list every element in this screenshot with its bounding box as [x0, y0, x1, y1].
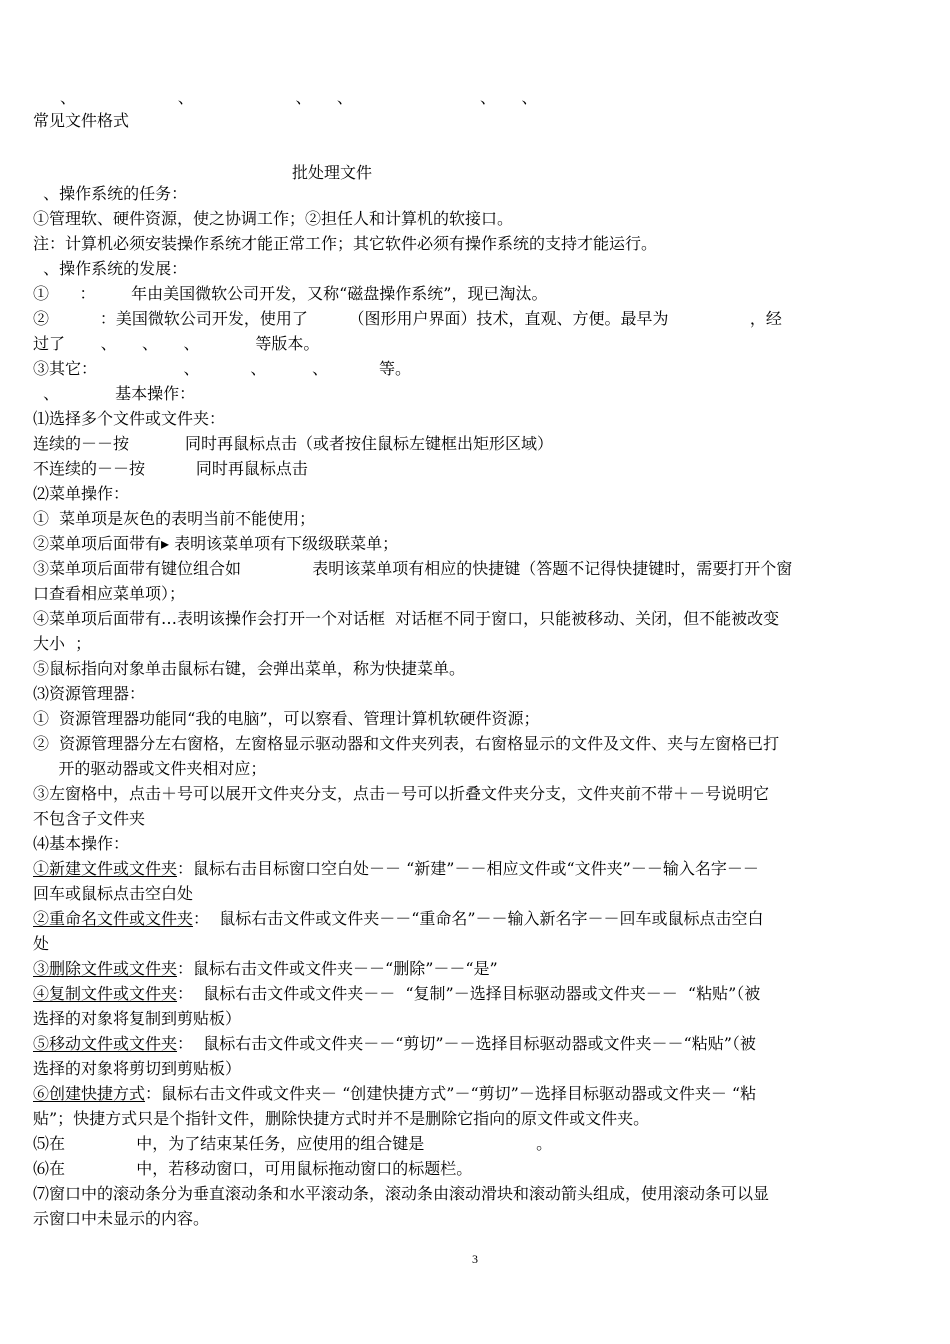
heading-batch-files: 批处理文件 — [292, 163, 373, 182]
operation-title: ⑤移动文件或文件夹 — [33, 1034, 178, 1053]
operation-description: ：鼠标右击文件或文件夹－－“删除”－－“是” — [177, 959, 498, 978]
body-line: 、操作系统的任务： — [33, 184, 188, 203]
operation-description: 回车或鼠标点击空白处 — [33, 884, 194, 903]
tail-line: ⑹在 中，若移动窗口，可用鼠标拖动窗口的标题栏。 — [33, 1159, 473, 1178]
operation-line — [33, 859, 923, 879]
body-line: 口查看相应菜单项）； — [33, 584, 186, 603]
operation-description: ： 鼠标右击文件或文件夹－－ “复制”－选择目标驱动器或文件夹－－ “粘贴”（被 — [177, 984, 761, 1003]
operation-description: 选择的对象将剪切到剪贴板） — [33, 1059, 242, 1078]
body-line: ② 资源管理器分左右窗格，左窗格显示驱动器和文件夹列表，右窗格显示的文件及文件、夹与左窗格已打 — [33, 734, 780, 753]
body-line: 、 基本操作： — [33, 384, 196, 403]
body-line: 连续的－－按 同时再鼠标点击（或者按住鼠标左键框出矩形区域） — [33, 434, 553, 453]
operation-line — [33, 1009, 923, 1029]
body-line: ⑤鼠标指向对象单击鼠标右键，会弹出菜单，称为快捷菜单。 — [33, 659, 466, 678]
body-line: 大小 ； — [33, 634, 92, 653]
body-line: ③其它： 、 、 、 等。 — [33, 359, 411, 378]
operation-line — [33, 909, 923, 929]
tail-line: 示窗口中未显示的内容。 — [33, 1209, 210, 1228]
operation-description: 选择的对象将复制到剪贴板） — [33, 1009, 242, 1028]
body-line: 注：计算机必须安装操作系统才能正常工作；其它软件必须有操作系统的支持才能运行。 — [33, 234, 658, 253]
body-line: ⑷基本操作： — [33, 834, 130, 853]
body-line: 不连续的－－按 同时再鼠标点击 — [33, 459, 308, 478]
operation-line — [33, 984, 923, 1004]
tail-line: ⑸在 中，为了结束某任务，应使用的组合键是 。 — [33, 1134, 553, 1153]
operation-title: ②重命名文件或文件夹 — [33, 909, 194, 928]
body-line: 开的驱动器或文件夹相对应； — [33, 759, 267, 778]
heading-common-file-formats: 常见文件格式 — [33, 111, 130, 130]
operation-description: ：鼠标右击文件或文件夹－ “创建快捷方式”－“剪切”－选择目标驱动器或文件夹－ “粘 — [145, 1084, 757, 1103]
operation-line — [33, 959, 923, 979]
operation-line — [33, 1059, 923, 1079]
operation-line — [33, 934, 923, 954]
body-line: ②菜单项后面带有▸ 表明该菜单项有下级级联菜单； — [33, 534, 399, 553]
body-line: ④菜单项后面带有…表明该操作会打开一个对话框 对话框不同于窗口，只能被移动、关闭，但不能被改变 — [33, 609, 780, 628]
body-line: ① 菜单项是灰色的表明当前不能使用； — [33, 509, 316, 528]
operation-description: 贴”；快捷方式只是个指针文件，删除快捷方式时并不是删除它指向的原文件或文件夹。 — [33, 1109, 650, 1128]
body-line: 过了 、 、 、 等版本。 — [33, 334, 320, 353]
body-line: ③左窗格中，点击＋号可以展开文件夹分支，点击－号可以折叠文件夹分支，文件夹前不带＋－号说明它 — [33, 784, 770, 803]
body-line: ⑶资源管理器： — [33, 684, 146, 703]
operation-title: ④复制文件或文件夹 — [33, 984, 178, 1003]
operation-line — [33, 1034, 923, 1054]
operation-title: ①新建文件或文件夹 — [33, 859, 178, 878]
operation-description: 处 — [33, 934, 50, 953]
body-line: ①管理软、硬件资源，使之协调工作；②担任人和计算机的软接口。 — [33, 209, 514, 228]
body-line: ① 资源管理器功能同“我的电脑”，可以察看、管理计算机软硬件资源； — [33, 709, 540, 728]
operation-title: ③删除文件或文件夹 — [33, 959, 178, 978]
top-punctuation-row: 、 、 、 、 、 、 — [60, 88, 538, 107]
body-line: ③菜单项后面带有键位组合如 表明该菜单项有相应的快捷键（答题不记得快捷键时，需要打开个窗 — [33, 559, 793, 578]
operation-description: ： 鼠标右击文件或文件夹－－“重命名”－－输入新名字－－回车或鼠标点击空白 — [193, 909, 764, 928]
body-line: ② ：美国微软公司开发，使用了 （图形用户界面）技术，直观、方便。最早为 ，经 — [33, 309, 782, 328]
body-line: ⑵菜单操作： — [33, 484, 130, 503]
operation-line — [33, 1109, 923, 1129]
page-number: 3 — [472, 1252, 478, 1266]
operation-line — [33, 1084, 923, 1104]
operation-description: ： 鼠标右击文件或文件夹－－“剪切”－－选择目标驱动器或文件夹－－“粘贴”（被 — [177, 1034, 756, 1053]
body-line: ① ： 年由美国微软公司开发，又称“磁盘操作系统”，现已淘汰。 — [33, 284, 548, 303]
operation-line — [33, 884, 923, 904]
tail-line: ⑺窗口中的滚动条分为垂直滚动条和水平滚动条，滚动条由滚动滑块和滚动箭头组成，使用滚动条可以显 — [33, 1184, 770, 1203]
body-line: 不包含子文件夹 — [33, 809, 146, 828]
body-line: 、操作系统的发展： — [33, 259, 188, 278]
operation-title: ⑥创建快捷方式 — [33, 1084, 146, 1103]
body-line: ⑴选择多个文件或文件夹： — [33, 409, 226, 428]
operation-description: ：鼠标右击目标窗口空白处－－ “新建”－－相应文件或“文件夹”－－输入名字－－ — [177, 859, 759, 878]
